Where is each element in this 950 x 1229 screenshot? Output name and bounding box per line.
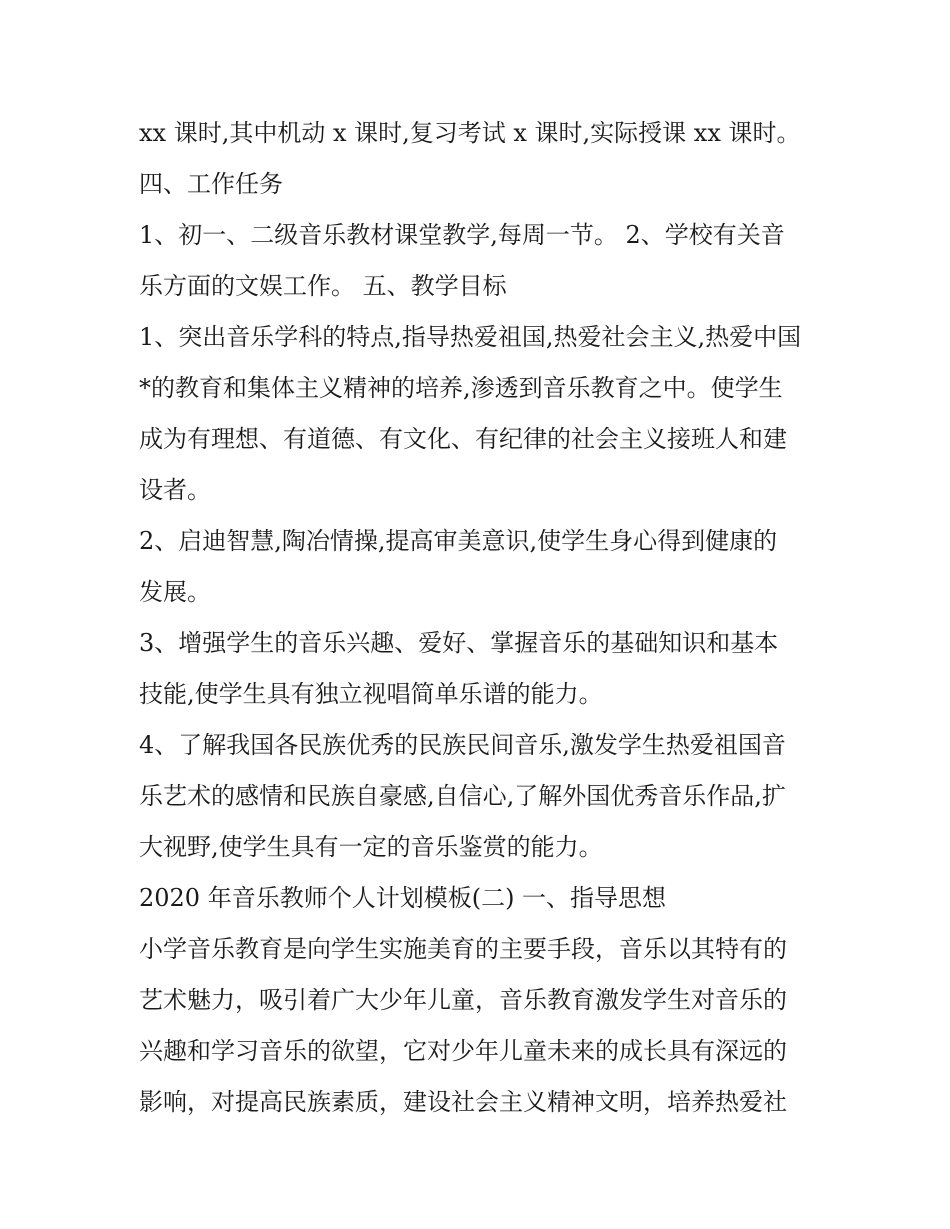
text-line: 大视野,使学生具有一定的音乐鉴赏的能力。 <box>139 833 603 861</box>
text-line: 技能,使学生具有独立视唱简单乐谱的能力。 <box>139 680 603 708</box>
section-heading: 四、工作任务 <box>139 170 283 198</box>
text-line: 小学音乐教育是向学生实施美育的主要手段，音乐以其特有的 <box>139 935 787 963</box>
text-line: 影响，对提高民族素质，建设社会主义精神文明，培养热爱社 <box>139 1088 787 1116</box>
text-line: 1、突出音乐学科的特点,指导热爱祖国,热爱社会主义,热爱中国 <box>139 323 802 351</box>
text-line: 3、增强学生的音乐兴趣、爱好、掌握音乐的基础知识和基本 <box>139 629 779 657</box>
text-line: 设者。 <box>139 476 211 504</box>
document-body <box>139 108 819 1128</box>
text-line: xx 课时,其中机动 x 课时,复习考试 x 课时,实际授课 xx 课时。 <box>139 119 801 147</box>
text-line: 乐方面的文娱工作。 五、教学目标 <box>139 272 507 300</box>
text-line: *的教育和集体主义精神的培养,渗透到音乐教育之中。使学生 <box>139 374 783 402</box>
text-line: 乐艺术的感情和民族自豪感,自信心,了解外国优秀音乐作品,扩 <box>139 782 786 810</box>
text-line: 兴趣和学习音乐的欲望，它对少年儿童未来的成长具有深远的 <box>139 1037 787 1065</box>
text-line: 艺术魅力，吸引着广大少年儿童，音乐教育激发学生对音乐的 <box>139 986 787 1014</box>
section-heading: 2020 年音乐教师个人计划模板(二) 一、指导思想 <box>139 884 667 912</box>
text-line: 1、初一、二级音乐教材课堂教学,每周一节。 2、学校有关音 <box>139 221 785 249</box>
text-line: 2、启迪智慧,陶冶情操,提高审美意识,使学生身心得到健康的 <box>139 527 778 555</box>
text-line: 4、了解我国各民族优秀的民族民间音乐,激发学生热爱祖国音 <box>139 731 786 759</box>
text-line: 发展。 <box>139 578 211 606</box>
text-line: 成为有理想、有道德、有文化、有纪律的社会主义接班人和建 <box>139 425 787 453</box>
